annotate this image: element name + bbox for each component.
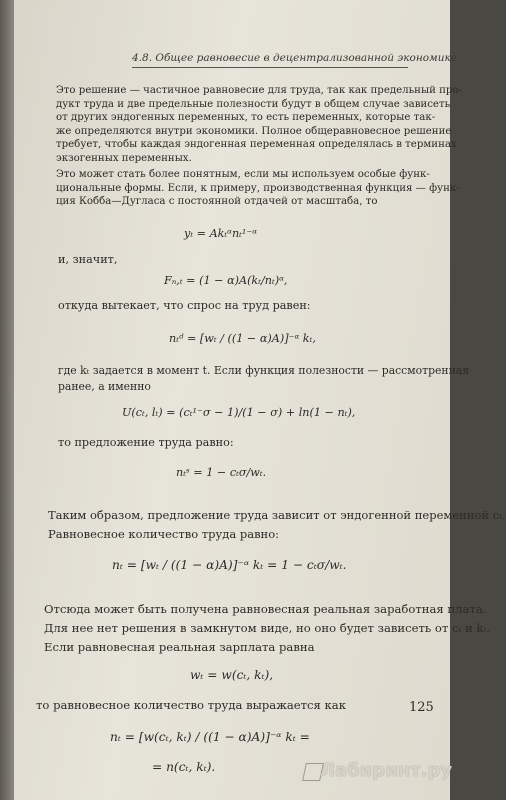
paragraph-7 <box>48 506 506 544</box>
text-line: Таким образом, предложение труда зависит от эндогенной переменной cₜ. <box>48 508 506 522</box>
text-line: Это решение — частичное равновесие для труда, так как предельный про- <box>56 85 462 96</box>
paragraph-1 <box>56 84 462 165</box>
page-number: 125 <box>409 700 434 715</box>
formula-marginal-product: Fₙ,ₜ = (1 − α)A(kₜ/nₜ)ᵅ, <box>164 274 288 287</box>
paragraph-8 <box>44 600 490 657</box>
text-line: Отсюда может быть получена равновесная реальная заработная плата. <box>44 602 487 616</box>
paragraph-9: то равновесное количество труда выражается как <box>36 698 346 712</box>
formula-production: yₜ = Akₜᵅnₜ¹⁻ᵅ <box>184 227 258 240</box>
text-line: Для нее нет решения в замкнутом виде, но оно будет зависеть от cₜ и kₜ. <box>44 621 490 635</box>
formula-labor-amount: nₜ = [w(cₜ, kₜ) / ((1 − α)A)]⁻ᵅ kₜ = <box>110 730 310 744</box>
text-line: от других эндогенных переменных, то есть переменных, которые так- <box>56 112 436 123</box>
previous-page-edge <box>0 0 14 800</box>
text-line: требует, чтобы каждая эндогенная переменная определялась в терминах <box>56 139 457 150</box>
book-page <box>14 0 506 800</box>
text-line: циональные формы. Если, к примеру, производственная функция — функ- <box>56 182 460 194</box>
watermark: Лабиринт.ру <box>320 760 453 781</box>
paragraph-4: откуда вытекает, что спрос на труд равен: <box>58 299 311 312</box>
paragraph-6: то предложение труда равно: <box>58 436 234 449</box>
paragraph-5 <box>58 363 469 395</box>
text-line: ранее, а именно <box>58 380 151 393</box>
formula-utility: U(cₜ, lₜ) = (cₜ¹⁻σ − 1)/(1 − σ) + ln(1 − nₜ), <box>122 406 356 419</box>
text-line: Это может стать более понятным, если мы используем особые функ- <box>56 169 430 180</box>
paragraph-2 <box>56 168 460 209</box>
formula-labor-amount-result: = n(cₜ, kₜ). <box>152 760 216 774</box>
formula-labor-supply: nₜˢ = 1 − cₜσ/wₜ. <box>176 466 267 479</box>
text-line: ция Кобба—Дугласа с постоянной отдачей от масштаба, то <box>56 196 378 207</box>
text-line: Равновесное количество труда равно: <box>48 527 280 541</box>
text-line: же определяются внутри экономики. Полное общеравновесное решение <box>56 125 452 137</box>
running-header: 4.8. Общее равновесие в децентрализованной экономике <box>132 52 408 68</box>
formula-labor-demand: nₜᵈ = [wₜ / ((1 − α)A)]⁻ᵅ kₜ, <box>169 332 316 345</box>
text-line: экзогенных переменных. <box>56 152 192 164</box>
paragraph-3: и, значит, <box>58 253 118 266</box>
formula-real-wage: wₜ = w(cₜ, kₜ), <box>190 668 274 682</box>
text-line: Если равновесная реальная зарплата равна <box>44 640 315 654</box>
formula-labor-equilibrium: nₜ = [wₜ / ((1 − α)A)]⁻ᵅ kₜ = 1 − cₜσ/wₜ. <box>112 558 347 572</box>
text-line: дукт труда и две предельные полезности будут в общем случае зависеть <box>56 98 451 110</box>
text-line: где kₜ задается в момент t. Если функция полезности — рассмотренная <box>58 364 470 377</box>
